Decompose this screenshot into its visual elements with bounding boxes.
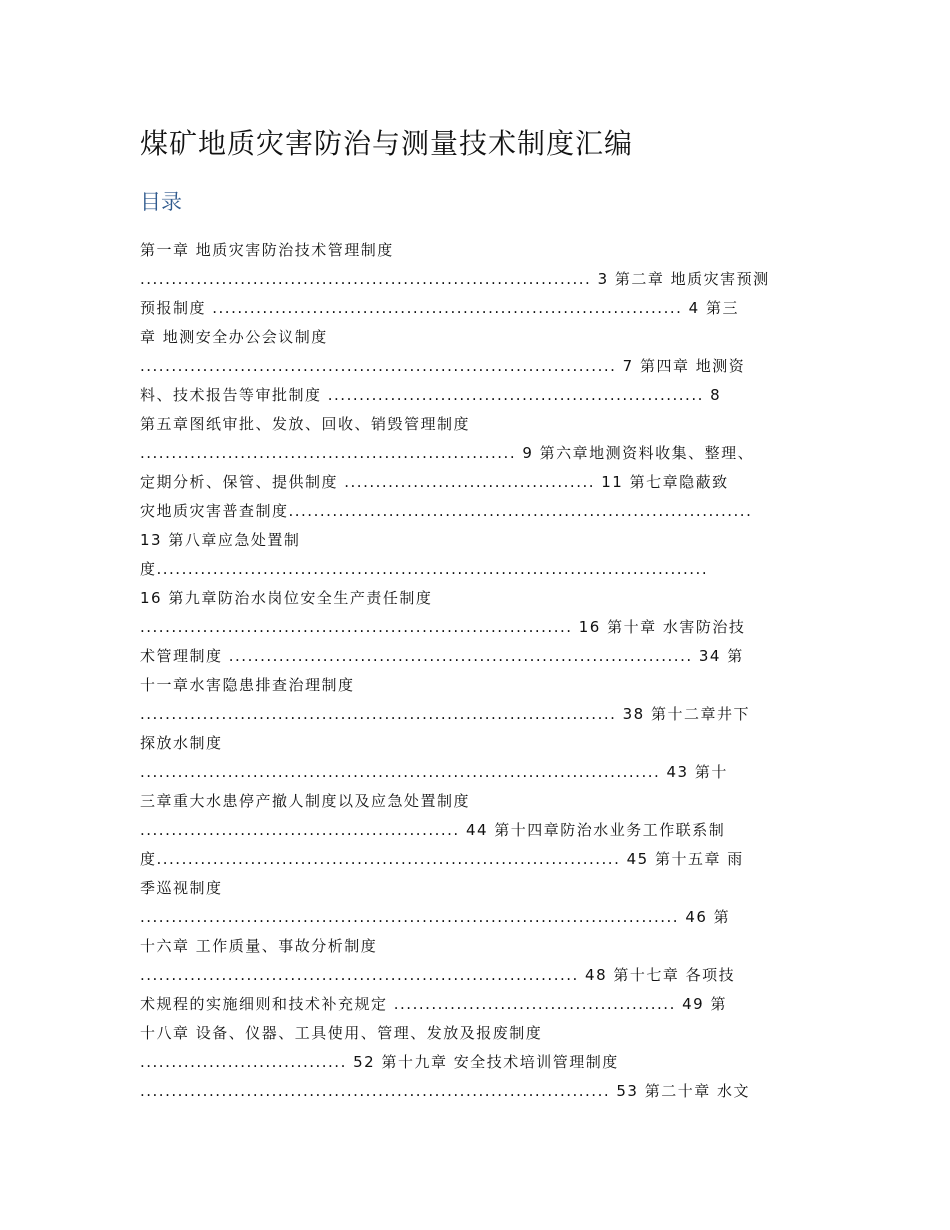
toc-line: ........................................................................ 3 第二章 地质灾害预测	[140, 270, 770, 288]
toc-line: ............................................................ 9 第六章地测资料收集、整理、	[140, 444, 755, 462]
toc-heading: 目录	[140, 190, 182, 214]
toc-line: 度........................................................................................	[140, 560, 709, 578]
toc-line: ................................. 52 第十九章 安全技术培训管理制度	[140, 1053, 619, 1071]
toc-line: 章 地测安全办公会议制度	[140, 328, 328, 346]
toc-line: 16 第九章防治水岗位安全生产责任制度	[140, 589, 433, 607]
toc-line: 灾地质灾害普查制度..........................................................................	[140, 502, 753, 520]
toc-line: 第五章图纸审批、发放、回收、销毁管理制度	[140, 415, 471, 433]
toc-line: 13 第八章应急处置制	[140, 531, 301, 549]
toc-line: 料、技术报告等审批制度 ............................................................ 8	[140, 386, 722, 404]
toc-line: 十一章水害隐患排查治理制度	[140, 676, 355, 694]
document-title: 煤矿地质灾害防治与测量技术制度汇编	[140, 127, 634, 160]
toc-line: 十六章 工作质量、事故分析制度	[140, 937, 378, 955]
toc-line: 十八章 设备、仪器、工具使用、管理、发放及报废制度	[140, 1024, 543, 1042]
toc-line: 三章重大水患停产撤人制度以及应急处置制度	[140, 792, 471, 810]
toc-line: 术管理制度 .......................................................................... 34 第	[140, 647, 744, 665]
toc-line: ..................................................................... 16 第十章 水害防治技	[140, 618, 746, 636]
toc-line: 度.......................................................................... 45 第十五章 雨	[140, 850, 744, 868]
toc-line: ...................................................................... 48 第十七章 各项技	[140, 966, 736, 984]
toc-line: 定期分析、保管、提供制度 ........................................ 11 第七章隐蔽致	[140, 473, 729, 491]
toc-line: ...................................................................................... 46 第	[140, 908, 731, 926]
toc-line: ............................................................................ 7 第四章 地测资	[140, 357, 746, 375]
toc-line: 第一章 地质灾害防治技术管理制度	[140, 241, 394, 259]
toc-line: 术规程的实施细则和技术补充规定 ............................................. 49 第	[140, 995, 727, 1013]
toc-line: 预报制度 ........................................................................... 4 第三	[140, 299, 739, 317]
toc-line: ................................................................................... 43 第十	[140, 763, 728, 781]
toc-line: 探放水制度	[140, 734, 223, 752]
toc-line: ........................................................................... 53 第二十章 水文	[140, 1082, 750, 1100]
toc-line: ............................................................................ 38 第十二章井下	[140, 705, 750, 723]
toc-line: ................................................... 44 第十四章防治水业务工作联系制	[140, 821, 726, 839]
table-of-contents	[140, 236, 820, 1106]
toc-line: 季巡视制度	[140, 879, 223, 897]
